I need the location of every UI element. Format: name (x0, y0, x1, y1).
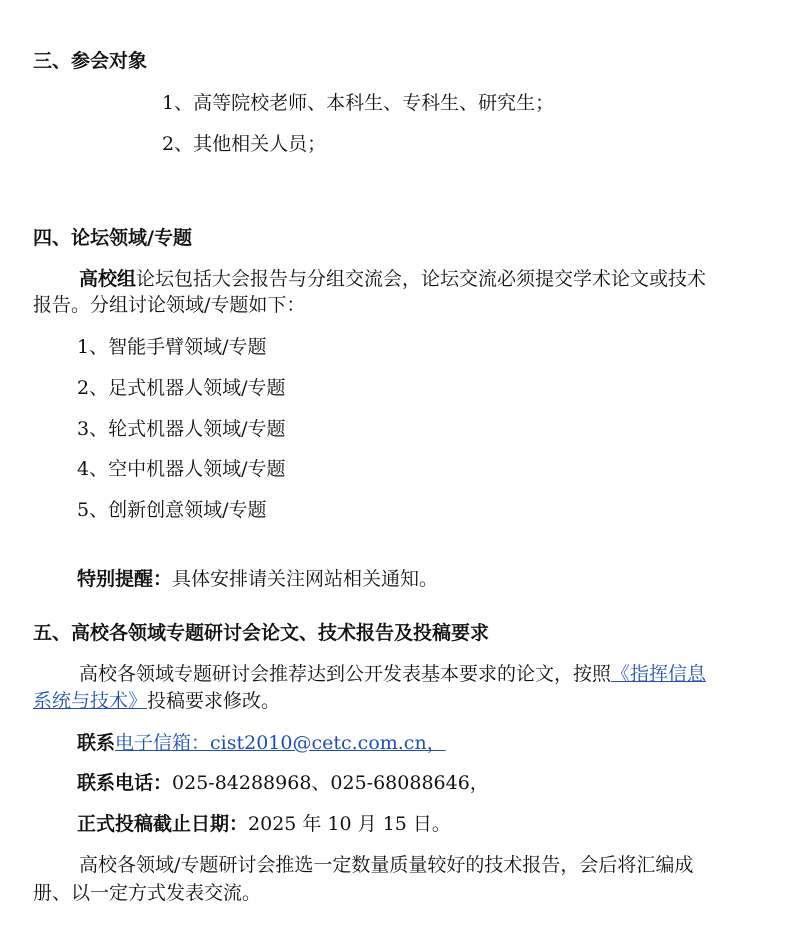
attendee-item-1: 1、高等院校老师、本科生、专科生、研究生； (162, 92, 555, 114)
phone-label: 联系电话： (77, 772, 173, 794)
reminder-label: 特别提醒： (77, 568, 173, 590)
section-4-intro-line1 (79, 266, 706, 292)
contact-phone (77, 770, 489, 796)
para1-text: 高校各领域专题研讨会推荐达到公开发表基本要求的论文，按照 (79, 663, 612, 685)
topic-item-2: 2、足式机器人领域/专题 (77, 377, 286, 399)
journal-link-part2[interactable]: 系统与技术》 (33, 690, 148, 712)
deadline-value: 2025 年 10 月 15 日。 (248, 813, 451, 835)
phone-value: 025-84288968、025-68088646， (172, 772, 489, 794)
section-5-para2-line2: 册、以一定方式发表交流。 (33, 882, 262, 904)
topic-item-3: 3、轮式机器人领域/专题 (77, 418, 286, 440)
submission-deadline (77, 811, 451, 837)
journal-link-part1[interactable]: 《指挥信息 (611, 663, 707, 685)
section-5-heading: 五、高校各领域专题研讨会论文、技术报告及投稿要求 (33, 622, 490, 644)
reminder-text: 具体安排请关注网站相关通知。 (172, 568, 439, 590)
intro-text-line1: 论坛包括大会报告与分组交流会，论坛交流必须提交学术论文或技术 (136, 268, 707, 290)
section-5-para1-line1 (79, 661, 706, 687)
topic-item-5: 5、创新创意领域/专题 (77, 499, 267, 521)
section-4-intro-line2: 报告。分组讨论领域/专题如下： (33, 294, 306, 316)
attendee-item-2: 2、其他相关人员； (162, 133, 327, 155)
contact-email (77, 730, 446, 756)
topic-item-4: 4、空中机器人领域/专题 (77, 458, 286, 480)
section-3-heading: 三、参会对象 (33, 50, 148, 72)
section-4-heading: 四、论坛领域/专题 (33, 227, 192, 249)
section-5-para2-line1: 高校各领域/专题研讨会推选一定数量质量较好的技术报告，会后将汇编成 (79, 854, 694, 876)
section-5-para1-line2 (33, 688, 280, 714)
para1-rest: 投稿要求修改。 (147, 690, 281, 712)
topic-item-1: 1、智能手臂领域/专题 (77, 336, 267, 358)
special-reminder (77, 566, 438, 592)
deadline-label: 正式投稿截止日期： (77, 813, 249, 835)
email-label: 联系 (77, 732, 116, 754)
email-link[interactable]: 电子信箱：cist2010@cetc.com.cn， (115, 732, 446, 754)
intro-bold-label: 高校组 (79, 268, 137, 290)
